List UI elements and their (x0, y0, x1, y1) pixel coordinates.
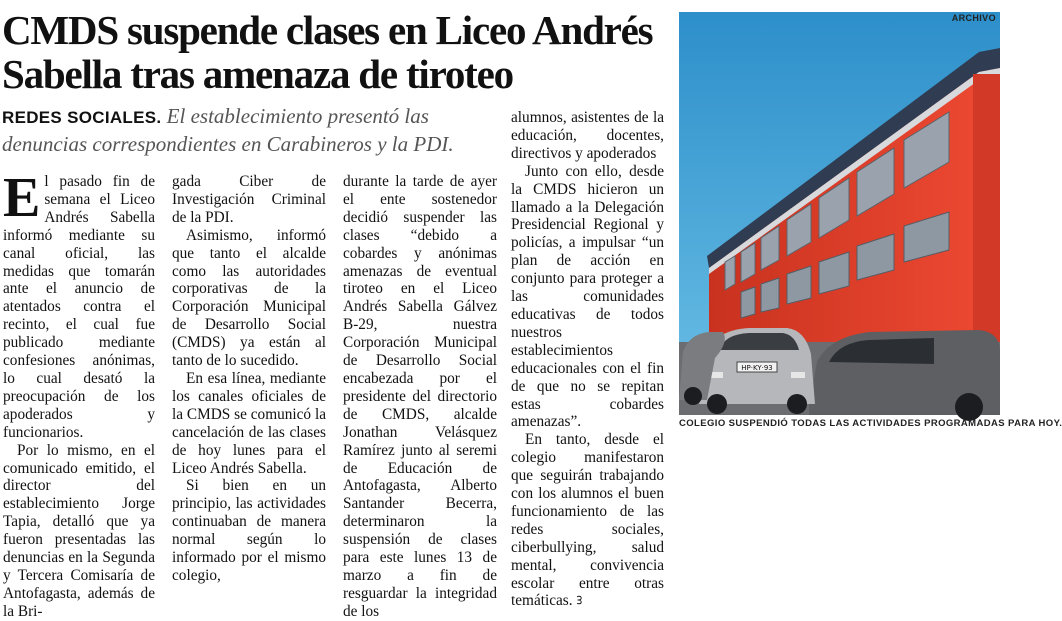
paragraph: En esa línea, mediante los canales oficiales de la CMDS se comunicó la cancelación de las clases de hoy lunes para el Liceo Andrés Sabella. (172, 369, 326, 477)
drop-cap: E (3, 167, 41, 229)
headline-line-1: CMDS suspende clases en Liceo Andrés (2, 7, 653, 53)
body-column-3 (343, 173, 497, 621)
paragraph: gada Ciber de Investigación Criminal de la PDI. (172, 173, 326, 226)
headline-line-2: Sabella tras amenaza de tiroteo (2, 51, 513, 97)
kicker: REDES SOCIALES. (2, 108, 162, 127)
parked-car-dark (809, 330, 1000, 421)
paragraph: Por lo mismo, en el comunicado emitido, el director del establecimiento Jorge Tapia, detalló que ya fueron presentadas las denuncias en la Segunda y Tercera Comisaría de Antofagasta, además de la Bri- (3, 441, 155, 620)
subhead (2, 103, 502, 157)
article-photo (679, 12, 1000, 415)
photo-credit: ARCHIVO (951, 13, 996, 23)
body-column-2 (172, 173, 326, 585)
paragraph: Si bien en un principio, las actividades continuaban de manera normal según lo informado por el mismo colegio, (172, 477, 326, 584)
photo-caption: COLEGIO SUSPENDIÓ TODAS LAS ACTIVIDADES PROGRAMADAS PARA HOY. (679, 418, 1062, 429)
paragraph: En tanto, desde el colegio manifestaron que seguirán trabajando con los alumnos el buen funcionamiento de las redes sociales, ciberbullying, salud mental, convivencia escolar entre otras temáticas. ᢃ (511, 431, 664, 610)
subhead-text: El establecimiento presentó las denuncias correspondientes en Carabineros y la PDI. (2, 104, 454, 156)
end-mark-icon: ᢃ (576, 594, 583, 609)
building-column (973, 74, 1000, 344)
paragraph: Asimismo, informó que tanto el alcalde como las autoridades corporativas de la Corporación Municipal de Desarrollo Social (CMDS) ya están al tanto de lo sucedido. (172, 226, 326, 370)
paragraph: El pasado fin de semana el Liceo Andrés Sabella informó mediante su canal oficial, las medidas que tomarán ante el anuncio de atentados contra el recinto, el cual fue publicado mediante confesiones anónimas, lo cual desató la preocupación de los apoderados y funcionarios. (3, 167, 155, 441)
body-column-1 (3, 167, 155, 621)
paragraph: durante la tarde de ayer el ente sostenedor decidió suspender las clases “debido a cobardes y anónimas amenazas de eventual tiroteo en el Liceo Andrés Sabella Gálvez B-29, nuestra Corporación Municipal de Desarrollo Social encabezada por el presidente del directorio de CMDS, alcalde Jonathan Velásquez Ramírez junto al seremi de Educación de Antofagasta, Alberto Santander Becerra, determinaron la suspensión de clases para este lunes 13 de marzo a fin de resguardar la integridad de los (343, 173, 497, 620)
license-plate-text: HP·KY·93 (741, 364, 773, 372)
headline (2, 8, 662, 96)
paragraph: alumnos, asistentes de la educación, docentes, directivos y apoderados (511, 109, 664, 162)
body-column-4 (511, 109, 664, 611)
school-building-photo (679, 12, 1000, 415)
paragraph: Junto con ello, desde la CMDS hicieron un llamado a la Delegación Presidencial Regional y policías, a impulsar “un plan de acción en conjunto para proteger a las comunidades educativas de todos nuestros establecimientos educacionales con el fin de que no se repitan estas cobardes amenazas”. (511, 162, 664, 431)
